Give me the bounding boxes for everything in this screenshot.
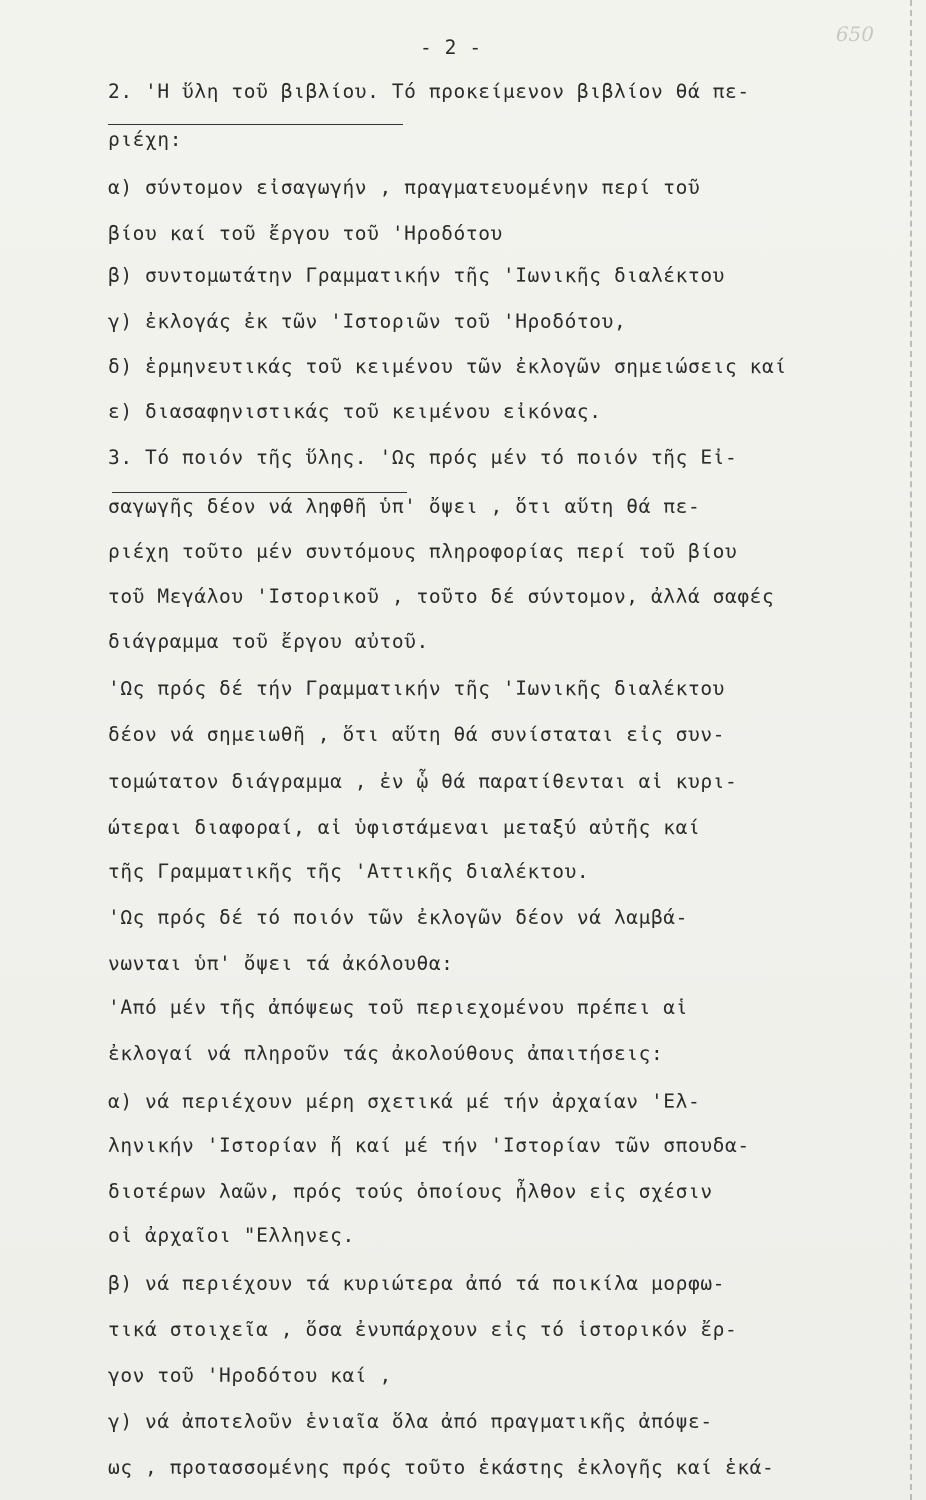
text-line: 2. 'Η ὕλη τοῦ βιβλίου. Τό προκείμενον βιβλίον θά πε-: [108, 80, 750, 103]
text-line: 3. Τό ποιόν τῆς ὕλης. 'Ως πρός μέν τό ποιόν τῆς Εἰ-: [108, 446, 738, 469]
text-line: νωνται ὑπ' ὄψει τά ἀκόλουθα:: [108, 952, 454, 975]
page-number: - 2 -: [420, 36, 482, 59]
text-line: ώτεραι διαφοραί, αἱ ὑφιστάμεναι μεταξύ αὐτῆς καί: [108, 816, 701, 839]
text-line: α) σύντομον εἰσαγωγήν , πραγματευομένην περί τοῦ: [108, 176, 701, 199]
text-line: βίου καί τοῦ ἔργου τοῦ 'Ηροδότου: [108, 222, 503, 245]
text-line: γ) ἐκλογάς ἐκ τῶν 'Ιστοριῶν τοῦ 'Ηροδότου,: [108, 310, 627, 333]
text-line: ριέχη:: [108, 128, 183, 151]
text-line: ως , προτασσομένης πρός τοῦτο ἑκάστης ἐκλογῆς καί ἑκά-: [108, 1456, 775, 1479]
page-edge-perforation: [908, 0, 912, 1500]
text-line: 'Από μέν τῆς ἀπόψεως τοῦ περιεχομένου πρέπει αἱ: [108, 996, 688, 1019]
text-line: τοῦ Μεγάλου 'Ιστορικοῦ , τοῦτο δέ σύντομον, ἀλλά σαφές: [108, 585, 775, 608]
text-line: α) νά περιέχουν μέρη σχετικά μέ τήν ἀρχαίαν 'Ελ-: [108, 1090, 701, 1113]
text-line: τομώτατον διάγραμμα , ἐν ᾧ θά παρατίθενται αἱ κυρι-: [108, 770, 738, 793]
text-line: γ) νά ἀποτελοῦν ἑνιαῖα ὅλα ἀπό πραγματικῆς ἀπόψε-: [108, 1410, 713, 1433]
text-line: 'Ως πρός δέ τήν Γραμματικήν τῆς 'Ιωνικῆς διαλέκτου: [108, 677, 725, 700]
text-line: ριέχη τοῦτο μέν συντόμους πληροφορίας περί τοῦ βίου: [108, 540, 738, 563]
text-line: δέον νά σημειωθῆ , ὅτι αὕτη θά συνίσταται εἰς συν-: [108, 723, 725, 746]
text-line: σαγωγῆς δέον νά ληφθῆ ὑπ' ὄψει , ὅτι αὕτη θά πε-: [108, 495, 701, 518]
text-line: β) νά περιέχουν τά κυριώτερα ἀπό τά ποικίλα μορφω-: [108, 1272, 725, 1295]
text-line: γον τοῦ 'Ηροδότου καί ,: [108, 1364, 392, 1387]
text-line: οἱ ἀρχαῖοι "Ελληνες.: [108, 1224, 355, 1247]
text-line: ληνικήν 'Ιστορίαν ἤ καί μέ τήν 'Ιστορίαν τῶν σπουδα-: [108, 1134, 750, 1157]
text-line: διάγραμμα τοῦ ἔργου αὐτοῦ.: [108, 630, 429, 653]
text-line: δ) ἑρμηνευτικάς τοῦ κειμένου τῶν ἐκλογῶν σημειώσεις καί: [108, 355, 787, 378]
heading-underline: [112, 492, 407, 493]
text-line: τῆς Γραμματικῆς τῆς 'Αττικῆς διαλέκτου.: [108, 860, 590, 883]
text-line: β) συντομωτάτην Γραμματικήν τῆς 'Ιωνικῆς διαλέκτου: [108, 264, 725, 287]
heading-underline: [108, 124, 403, 125]
text-line: τικά στοιχεῖα , ὅσα ἐνυπάρχουν εἰς τό ἱστορικόν ἔρ-: [108, 1318, 738, 1341]
corner-page-number: 650: [835, 22, 874, 46]
text-line: διοτέρων λαῶν, πρός τούς ὁποίους ἦλθον εἰς σχέσιν: [108, 1180, 713, 1203]
text-line: 'Ως πρός δέ τό ποιόν τῶν ἐκλογῶν δέον νά λαμβά-: [108, 906, 688, 929]
text-line: ε) διασαφηνιστικάς τοῦ κειμένου εἰκόνας.: [108, 400, 602, 423]
text-line: ἐκλογαί νά πληροῦν τάς ἀκολούθους ἀπαιτήσεις:: [108, 1042, 664, 1065]
